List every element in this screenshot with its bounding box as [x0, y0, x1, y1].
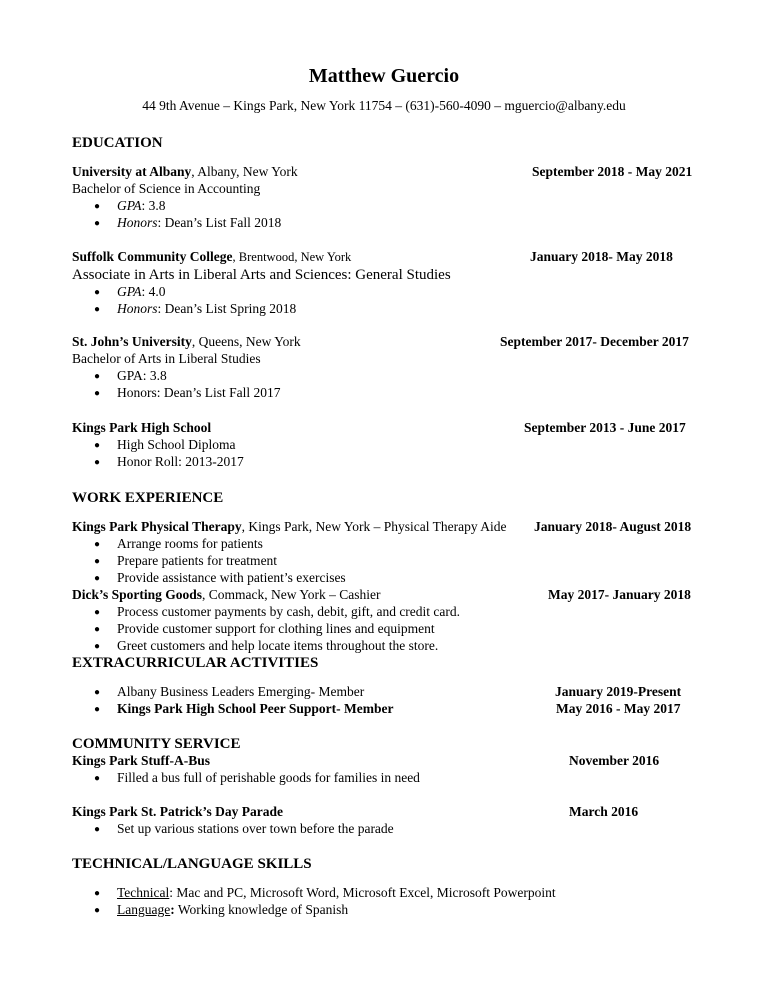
- bullet-icon: ●: [94, 388, 101, 399]
- kphs-item-text: High School Diploma: [117, 437, 236, 452]
- suffolk-honors-label: Honors: [117, 301, 158, 316]
- dicks-item: [94, 620, 435, 638]
- suffolk-date: January 2018- May 2018: [530, 249, 673, 264]
- extracurricular-date: May 2016 - May 2017: [556, 701, 681, 716]
- stjohns-date: September 2017- December 2017: [500, 334, 689, 349]
- parade-item-text: Set up various stations over town before the parade: [117, 821, 394, 836]
- extracurricular-item: [94, 683, 364, 701]
- bullet-icon: ●: [94, 905, 101, 916]
- dicks-item: [94, 637, 438, 655]
- suffolk-school-line: [72, 248, 351, 266]
- skills-language-value: Working knowledge of Spanish: [174, 902, 349, 917]
- kppt-item: [94, 552, 277, 570]
- stjohns-honors: Honors: Dean’s List Fall 2017: [117, 385, 281, 400]
- community-heading: COMMUNITY SERVICE: [72, 736, 241, 752]
- extracurricular-item-text: Albany Business Leaders Emerging- Member: [117, 684, 365, 699]
- parade-title: Kings Park St. Patrick’s Day Parade: [72, 804, 283, 819]
- extracurricular-date: January 2019-Present: [555, 684, 682, 699]
- albany-gpa-label: GPA: [117, 198, 142, 213]
- dicks-employer-line: [72, 586, 381, 603]
- kphs-item: [94, 436, 236, 454]
- kphs-school-line: [72, 419, 211, 436]
- bullet-icon: ●: [94, 287, 101, 298]
- kphs-item-text: Honor Roll: 2013-2017: [117, 454, 244, 469]
- stjohns-degree: Bachelor of Arts in Liberal Studies: [72, 351, 261, 366]
- stjohns-honors-item: [94, 384, 281, 402]
- bullet-icon: ●: [94, 201, 101, 212]
- bullet-icon: ●: [94, 888, 101, 899]
- bullet-icon: ●: [94, 573, 101, 584]
- bullet-icon: ●: [94, 556, 101, 567]
- suffolk-gpa-item: [94, 283, 166, 301]
- bullet-icon: ●: [94, 218, 101, 229]
- stuffabus-title-line: [72, 752, 210, 769]
- kppt-item: [94, 569, 346, 587]
- suffolk-honors-value: : Dean’s List Spring 2018: [157, 301, 297, 316]
- bullet-icon: ●: [94, 539, 101, 550]
- skills-heading: TECHNICAL/LANGUAGE SKILLS: [72, 856, 312, 872]
- bullet-icon: ●: [94, 304, 101, 315]
- extracurricular-heading: EXTRACURRICULAR ACTIVITIES: [72, 655, 319, 671]
- skills-technical-label: Technical: [117, 885, 170, 900]
- dicks-item-text: Provide customer support for clothing lines and equipment: [117, 621, 435, 636]
- bullet-icon: ●: [94, 773, 101, 784]
- suffolk-honors-item: [94, 300, 296, 318]
- suffolk-school-name: Suffolk Community College: [72, 249, 233, 264]
- education-heading: EDUCATION: [72, 135, 163, 151]
- kppt-employer-line: [72, 518, 507, 535]
- suffolk-gpa-value: : 4.0: [141, 284, 166, 299]
- work-heading: WORK EXPERIENCE: [72, 490, 224, 506]
- kppt-date: January 2018- August 2018: [534, 519, 692, 534]
- bullet-icon: ●: [94, 641, 101, 652]
- stjohns-location: , Queens, New York: [191, 334, 301, 349]
- albany-gpa-item: [94, 197, 166, 215]
- dicks-employer-name: Dick’s Sporting Goods: [72, 587, 203, 602]
- bullet-icon: ●: [94, 371, 101, 382]
- skills-language-item: [94, 901, 348, 919]
- stjohns-gpa-item: [94, 367, 167, 385]
- extracurricular-item-text: Kings Park High School Peer Support- Member: [117, 701, 394, 716]
- dicks-item-text: Greet customers and help locate items throughout the store.: [117, 638, 439, 653]
- albany-gpa-value: : 3.8: [141, 198, 166, 213]
- albany-honors-item: [94, 214, 281, 232]
- stuffabus-item: [94, 769, 420, 787]
- stuffabus-item-text: Filled a bus full of perishable goods for families in need: [117, 770, 420, 785]
- parade-date: March 2016: [569, 804, 639, 819]
- kppt-detail: , Kings Park, New York – Physical Therapy Aide: [241, 519, 507, 534]
- kphs-school-name: Kings Park High School: [72, 420, 212, 435]
- kppt-employer-name: Kings Park Physical Therapy: [72, 519, 242, 534]
- suffolk-gpa-label: GPA: [117, 284, 142, 299]
- bullet-icon: ●: [94, 607, 101, 618]
- kphs-item: [94, 453, 244, 471]
- kppt-item-text: Arrange rooms for patients: [117, 536, 263, 551]
- albany-honors-label: Honors: [117, 215, 158, 230]
- albany-date: September 2018 - May 2021: [532, 164, 693, 179]
- parade-title-line: [72, 803, 283, 820]
- contact-line: 44 9th Avenue – Kings Park, New York 11754 – (631)-560-4090 – mguercio@albany.edu: [142, 98, 626, 113]
- albany-school-name: University at Albany: [72, 164, 192, 179]
- bullet-icon: ●: [94, 687, 101, 698]
- resume-name: Matthew Guercio: [308, 65, 460, 87]
- kppt-item: [94, 535, 263, 553]
- albany-honors-value: : Dean’s List Fall 2018: [157, 215, 282, 230]
- bullet-icon: ●: [94, 704, 101, 715]
- kphs-date: September 2013 - June 2017: [524, 420, 686, 435]
- kppt-item-text: Provide assistance with patient’s exercises: [117, 570, 346, 585]
- dicks-item: [94, 603, 460, 621]
- dicks-date: May 2017- January 2018: [548, 587, 691, 602]
- suffolk-degree: Associate in Arts in Liberal Arts and Sciences: General Studies: [72, 267, 451, 283]
- dicks-detail: , Commack, New York – Cashier: [202, 587, 381, 602]
- albany-school-line: [72, 163, 298, 180]
- albany-degree: Bachelor of Science in Accounting: [72, 181, 261, 196]
- albany-location: , Albany, New York: [191, 164, 298, 179]
- suffolk-location: , Brentwood, New York: [232, 250, 352, 264]
- kppt-item-text: Prepare patients for treatment: [117, 553, 278, 568]
- skills-technical-value: : Mac and PC, Microsoft Word, Microsoft Excel, Microsoft Powerpoint: [169, 885, 556, 900]
- bullet-icon: ●: [94, 440, 101, 451]
- bullet-icon: ●: [94, 457, 101, 468]
- stuffabus-title: Kings Park Stuff-A-Bus: [72, 753, 211, 768]
- bullet-icon: ●: [94, 624, 101, 635]
- stjohns-school-line: [72, 333, 301, 350]
- stuffabus-date: November 2016: [569, 753, 660, 768]
- extracurricular-item: [94, 700, 394, 718]
- dicks-item-text: Process customer payments by cash, debit, gift, and credit card.: [117, 604, 461, 619]
- bullet-icon: ●: [94, 824, 101, 835]
- skills-language-colon: :: [170, 902, 175, 917]
- skills-language-label: Language: [117, 902, 171, 917]
- stjohns-school-name: St. John’s University: [72, 334, 192, 349]
- skills-technical-item: [94, 884, 556, 902]
- parade-item: [94, 820, 394, 838]
- stjohns-gpa: GPA: 3.8: [117, 368, 167, 383]
